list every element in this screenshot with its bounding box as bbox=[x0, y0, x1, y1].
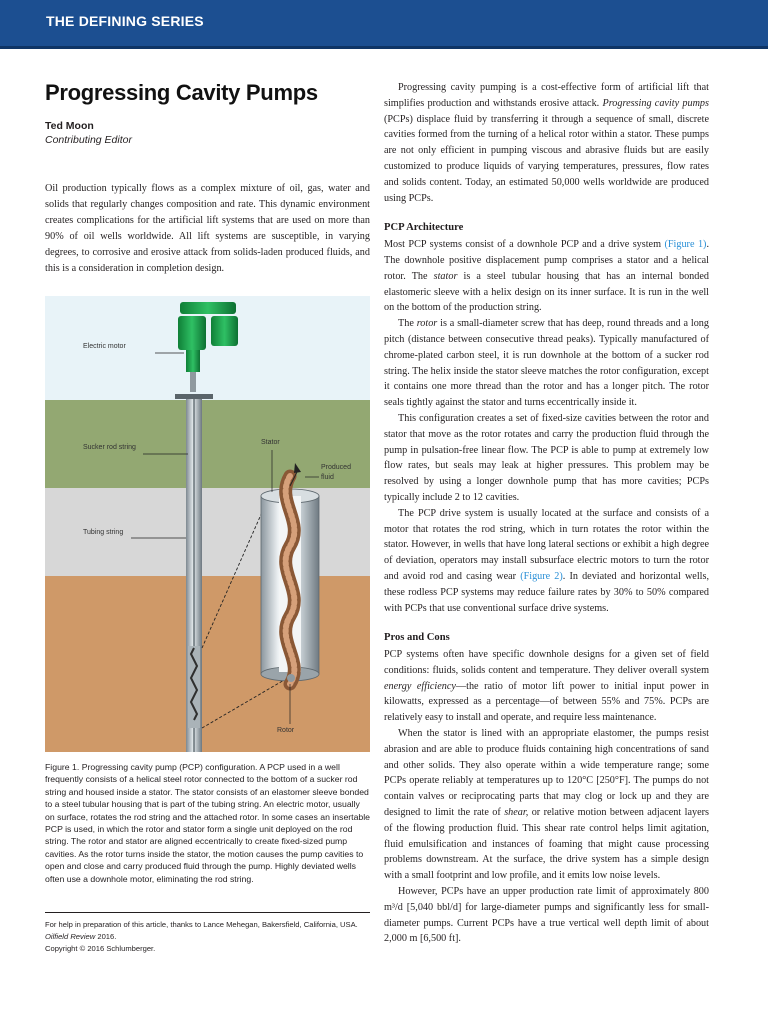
reservoir-layer bbox=[45, 576, 370, 752]
footnote-divider bbox=[45, 912, 370, 913]
body-paragraph: The PCP drive system is usually located at the surface and consists of a motor that rotates the rod string, which in turn rotates the rotor within the stator. However, in wells that have long lateral sections or exhibit a high degree of deviation, operators may install subsurface electric motors to turn the rotor and avoid rod and casing wear (Figure 2). In deviated and horizontal wells, these rodless PCP systems may reduce failure rates by 30% to 50% compared with PCPs that use conventional surface drive systems. bbox=[384, 507, 710, 614]
label-electric-motor: Electric motor bbox=[83, 343, 126, 350]
intro-paragraph: Oil production typically flows as a complex mixture of oil, gas, water and solids that regularly changes composition and rate. This dynamic environment creates complications for the artificial lift systems that are used on more than 90% of oil wells worldwide. All lift systems are susceptible, in varying degrees, to corrosive and erosive attack from solids-laden produced fluids, and this is a consideration in completion design. bbox=[45, 183, 370, 274]
footnote bbox=[45, 919, 370, 955]
body-paragraph: Progressing cavity pumping is a cost-effective form of artificial lift that simplifies production and withstands erosive attack. Progressing cavity pumps (PCPs) displace fluid by transferring it through a sequence of small, discrete cavities formed from the turning of a helical rotor within a stator. These pumps are not only efficient in pumping viscous and abrasive fluids but are easily customized to produce liquids of varying temperatures, pressures, flow rates and solids content. Today, an estimated 50,000 wells worldwide are produced using PCPs. bbox=[384, 82, 709, 204]
label-sucker-rod: Sucker rod string bbox=[83, 444, 136, 451]
label-stator: Stator bbox=[261, 439, 280, 446]
section-heading-pros-cons: Pros and Cons bbox=[384, 632, 450, 644]
author-name: Ted Moon bbox=[45, 120, 94, 132]
footnote-thanks: For help in preparation of this article, thanks to Lance Mehegan, Bakersfield, California, USA. bbox=[45, 920, 358, 929]
section-heading-architecture: PCP Architecture bbox=[384, 222, 464, 234]
body-paragraph: Most PCP systems consist of a downhole PCP and a drive system (Figure 1). The downhole positive displacement pump comprises a stator and a helical rotor. The stator is a steel tubular housing that has an internal bonded elastomeric sleeve with a helix design on its inner surface. It is run in the well on the bottom of the production string. bbox=[384, 239, 709, 314]
figure-1-link[interactable]: (Figure 1) bbox=[664, 239, 707, 251]
figure-1-illustration bbox=[45, 296, 370, 752]
figure-1-caption: Figure 1. Progressing cavity pump (PCP) configuration. A PCP used in a well frequently consists of a helical steel rotor connected to the bottom of a sucker rod string and housed inside a stator. The stator consists of an elastomer sleeve bonded to a steel tubular housing that is part of the tubing string. An electric motor, usually on surface, rotates the rod string and the attached rotor. In some cases an insertable PCP is used, in which the rotor and stator form a single unit deployed on the rod string. The rotor and stator are aligned eccentrically to create fixed-sized pump cavities. As the rotor turns inside the stator, the motion causes the pump cavities to open and close and carry produced fluid through the pump. Highly deviated wells often use a downhole motor, eliminating the rod string. bbox=[45, 762, 371, 884]
body-paragraph: This configuration creates a set of fixed-size cavities between the rotor and stator that move as the rotor rotates and carry the production fluid through the pump in pulsation-free linear flow. The PCP is able to pump at extremely low flow rates, but seals may leak at higher pressures. This problem may be resolved by using a longer downhole pump that has more cavities; PCPs typically include 2 to 12 cavities. bbox=[384, 412, 709, 503]
body-paragraph: PCP systems often have specific downhole designs for a given set of field conditions: fluids, solids content and temperature. They deliver overall system energy efficiency—the ratio of motor lift power to initial input power in kilowatts, expressed as a percentage—of between 55% and 75%. PCPs are relatively easy to install and operate, and require less maintenance. bbox=[384, 649, 709, 724]
label-produced-fluid-1: Produced bbox=[321, 464, 351, 471]
journal-year: 2016. bbox=[97, 932, 117, 941]
series-title: THE DEFINING SERIES bbox=[46, 13, 204, 29]
label-produced-fluid-2: fluid bbox=[321, 474, 334, 481]
body-paragraph: When the stator is lined with an appropriate elastomer, the pumps resist abrasion and are able to produce fluids containing high concentrations of sand and other solids. They also operate within a wide temperature range; some PCPs operate reliably at temperatures up to 120°C [250°F]. The pumps do not contain valves or reciprocating parts that may clog or lock up and they are designed to limit the rate of shear, or relative motion between adjacent layers of the flowing production fluid. This shear rate control helps limit agitation, fluid emulsification and instances of foaming that might cause processing problems downstream. At the surface, the drive system has a simple design with a small footprint and low profile, and it emits low noise levels. bbox=[384, 728, 709, 882]
journal-name: Oilfield Review bbox=[45, 932, 96, 941]
body-paragraph: The rotor is a small-diameter screw that has deep, round threads and a long pitch (distance between consecutive thread peaks). Typically manufactured of chrome-plated carbon steel, it is run downhole at the bottom of a sucker rod string. The helix inside the stator sleeve matches the rotor configuration, except it contains one more thread than the rotor and has a longer pitch. The rotor seals tightly against the stator and turns eccentrically inside it. bbox=[384, 318, 709, 409]
figure-2-link[interactable]: (Figure 2) bbox=[520, 570, 563, 582]
rotor-helix-icon bbox=[286, 476, 295, 684]
downhole-pump-icon bbox=[188, 646, 200, 728]
series-banner bbox=[0, 0, 768, 49]
copyright: Copyright © 2016 Schlumberger. bbox=[45, 944, 156, 953]
author-role: Contributing Editor bbox=[45, 134, 132, 146]
body-paragraph: However, PCPs have an upper production rate limit of approximately 800 m³/d [5,040 bbl/d] for large-diameter pumps and significantly less for small-diameter pumps. Current PCPs have a true vertical well depth limit of about 2,000 m [6,500 ft]. bbox=[384, 886, 709, 945]
article-title: Progressing Cavity Pumps bbox=[45, 80, 318, 105]
label-tubing: Tubing string bbox=[83, 529, 124, 536]
footnote-citation bbox=[45, 931, 370, 943]
label-rotor: Rotor bbox=[277, 727, 295, 734]
body-column bbox=[384, 80, 709, 947]
